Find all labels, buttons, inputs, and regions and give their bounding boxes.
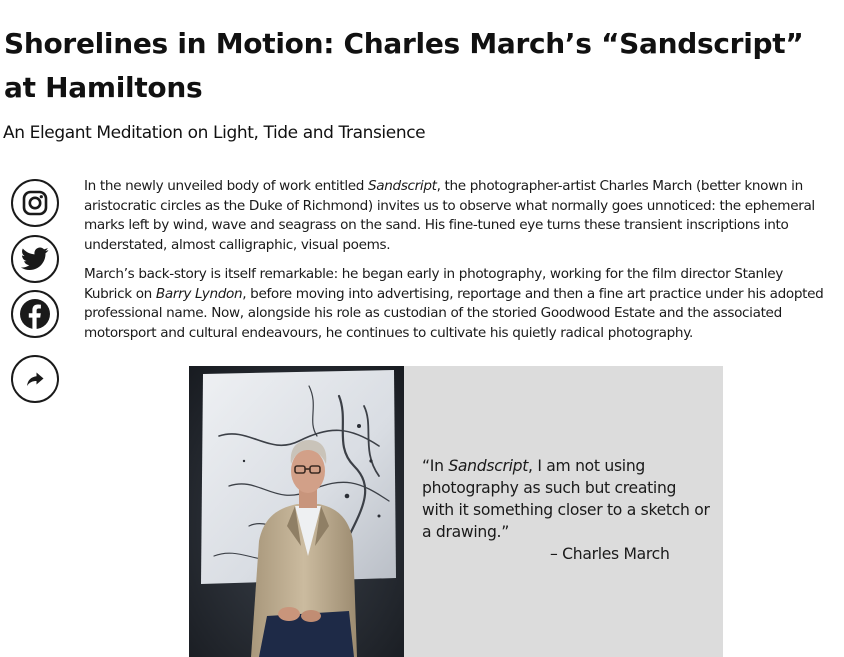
article-paragraph-2: March’s back-story is itself remarkable: he began early in photography, working for the film director Stanley Kubrick on Barry Lyndon, before moving into advertising, reportage and then a fine art practice under his adopted professional name. Now, alongside his role as custodian of the storied Goodwood Estate and the associated motorsport and cultural endeavours, he continues to cultivate his quietly radical photography. bbox=[84, 266, 824, 341]
quote-attribution: – Charles March bbox=[550, 545, 670, 563]
article-title: Shorelines in Motion: Charles March’s “Sandscript” at Hamiltons bbox=[4, 27, 804, 104]
article-subtitle: An Elegant Meditation on Light, Tide and Transience bbox=[3, 123, 426, 143]
article-body bbox=[84, 177, 832, 353]
quote-panel bbox=[404, 366, 723, 657]
article-paragraph-1: In the newly unveiled body of work entitled Sandscript, the photographer-artist Charles March (better known in aristocratic circles as the Duke of Richmond) invites us to observe what normally goes unnoticed: the ephemeral marks left by wind, wave and seagrass on the sand. His fine-tuned eye turns these transient inscriptions into understated, almost calligraphic, visual poems. bbox=[84, 178, 815, 253]
share-arrow-icon bbox=[24, 368, 46, 390]
artwork-title: Sandscript bbox=[368, 178, 437, 194]
portrait-photo bbox=[189, 366, 404, 657]
twitter-icon bbox=[21, 247, 49, 271]
twitter-share-button[interactable] bbox=[11, 235, 59, 283]
quote-figure bbox=[189, 366, 723, 657]
facebook-share-button[interactable] bbox=[11, 290, 59, 338]
share-button[interactable] bbox=[11, 355, 59, 403]
facebook-icon bbox=[19, 298, 51, 330]
film-title: Barry Lyndon bbox=[155, 285, 243, 302]
quote-artwork-title: Sandscript bbox=[448, 457, 529, 475]
instagram-share-button[interactable] bbox=[11, 179, 59, 227]
pull-quote: “In Sandscript, I am not using photography as such but creating with it something closer to a sketch or a drawing.” bbox=[422, 457, 710, 541]
instagram-icon bbox=[21, 189, 49, 217]
